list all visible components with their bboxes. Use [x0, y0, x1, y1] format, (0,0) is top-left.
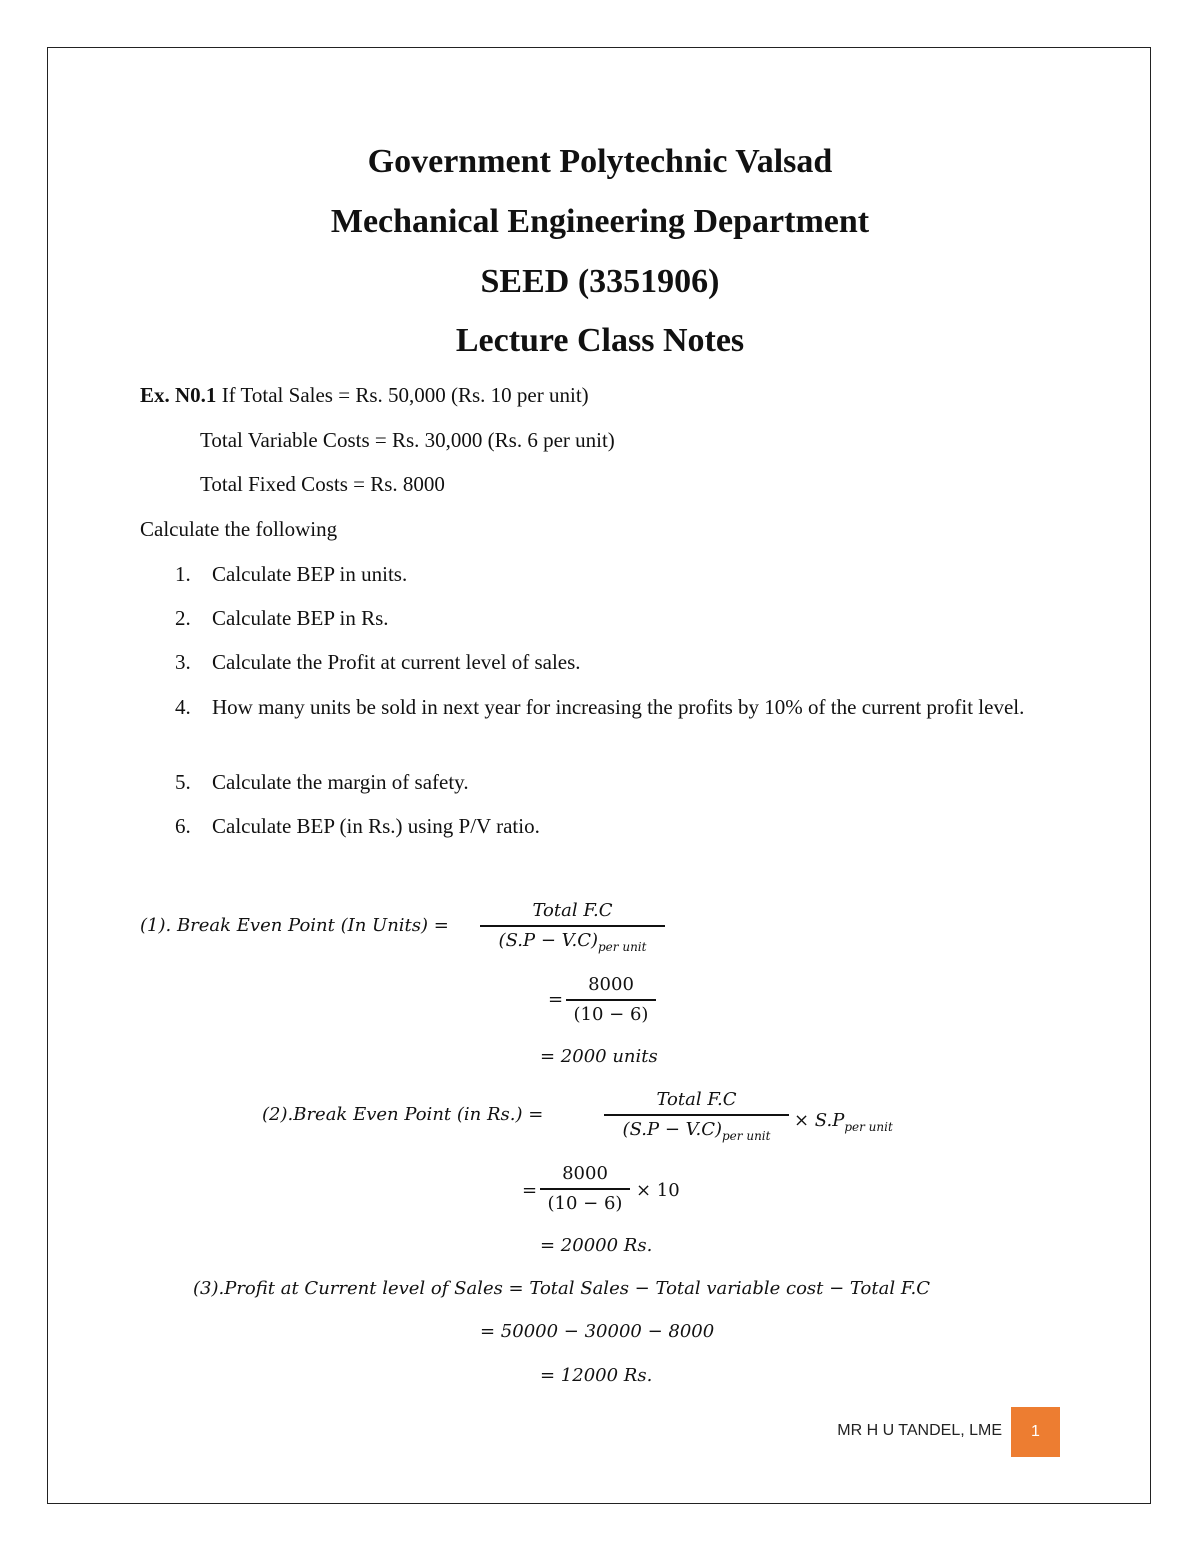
bep-units-fraction: Total F.C $(S.P - V.C)_{per unit}$	[480, 899, 665, 959]
problem-statement	[140, 382, 589, 408]
bep-rs-result: = 20000 Rs.	[540, 1235, 653, 1256]
problem-line-variable: Total Variable Costs = Rs. 30,000 (Rs. 6 per unit)	[200, 428, 615, 452]
problem-label: Ex. N0.1	[140, 383, 217, 407]
profit-formula: (3).Profit at Current level of Sales = Total Sales − Total variable cost − Total F.C	[193, 1278, 930, 1299]
institute-title: Government Polytechnic Valsad	[367, 143, 833, 180]
bep-units-result: = 2000 units	[540, 1046, 658, 1067]
department-title: Mechanical Engineering Department	[330, 203, 870, 240]
page-number-badge: 1	[1011, 1407, 1060, 1457]
problem-line-sales: If Total Sales = Rs. 50,000 (Rs. 10 per unit)	[221, 383, 589, 407]
bep-rs-step-fraction: 8000 (10 − 6)	[540, 1162, 630, 1216]
bep-rs-lhs: (2).Break Even Point (in Rs.) =	[262, 1104, 544, 1125]
bep-units-step-fraction: 8000 (10 − 6)	[566, 973, 656, 1027]
profit-step: = 50000 − 30000 − 8000	[480, 1321, 715, 1342]
problem-line-fixed: Total Fixed Costs = Rs. 8000	[200, 472, 445, 496]
bep-rs-step-multiplier: × 10	[636, 1180, 680, 1201]
equals-sign: =	[548, 989, 564, 1010]
course-title: SEED (3351906)	[480, 263, 720, 300]
profit-result: = 12000 Rs.	[540, 1365, 653, 1386]
bep-rs-multiplier: × $S.P_{per unit}$	[794, 1110, 893, 1134]
bep-units-lhs: (1). Break Even Point (In Units) =	[140, 915, 449, 936]
bep-rs-fraction: Total F.C $(S.P - V.C)_{per unit}$	[604, 1088, 789, 1148]
problem-intro: Calculate the following	[140, 517, 338, 541]
footer-author: MR H U TANDEL, LME	[837, 1422, 1002, 1439]
equals-sign: =	[522, 1180, 538, 1201]
notes-title: Lecture Class Notes	[455, 322, 745, 359]
